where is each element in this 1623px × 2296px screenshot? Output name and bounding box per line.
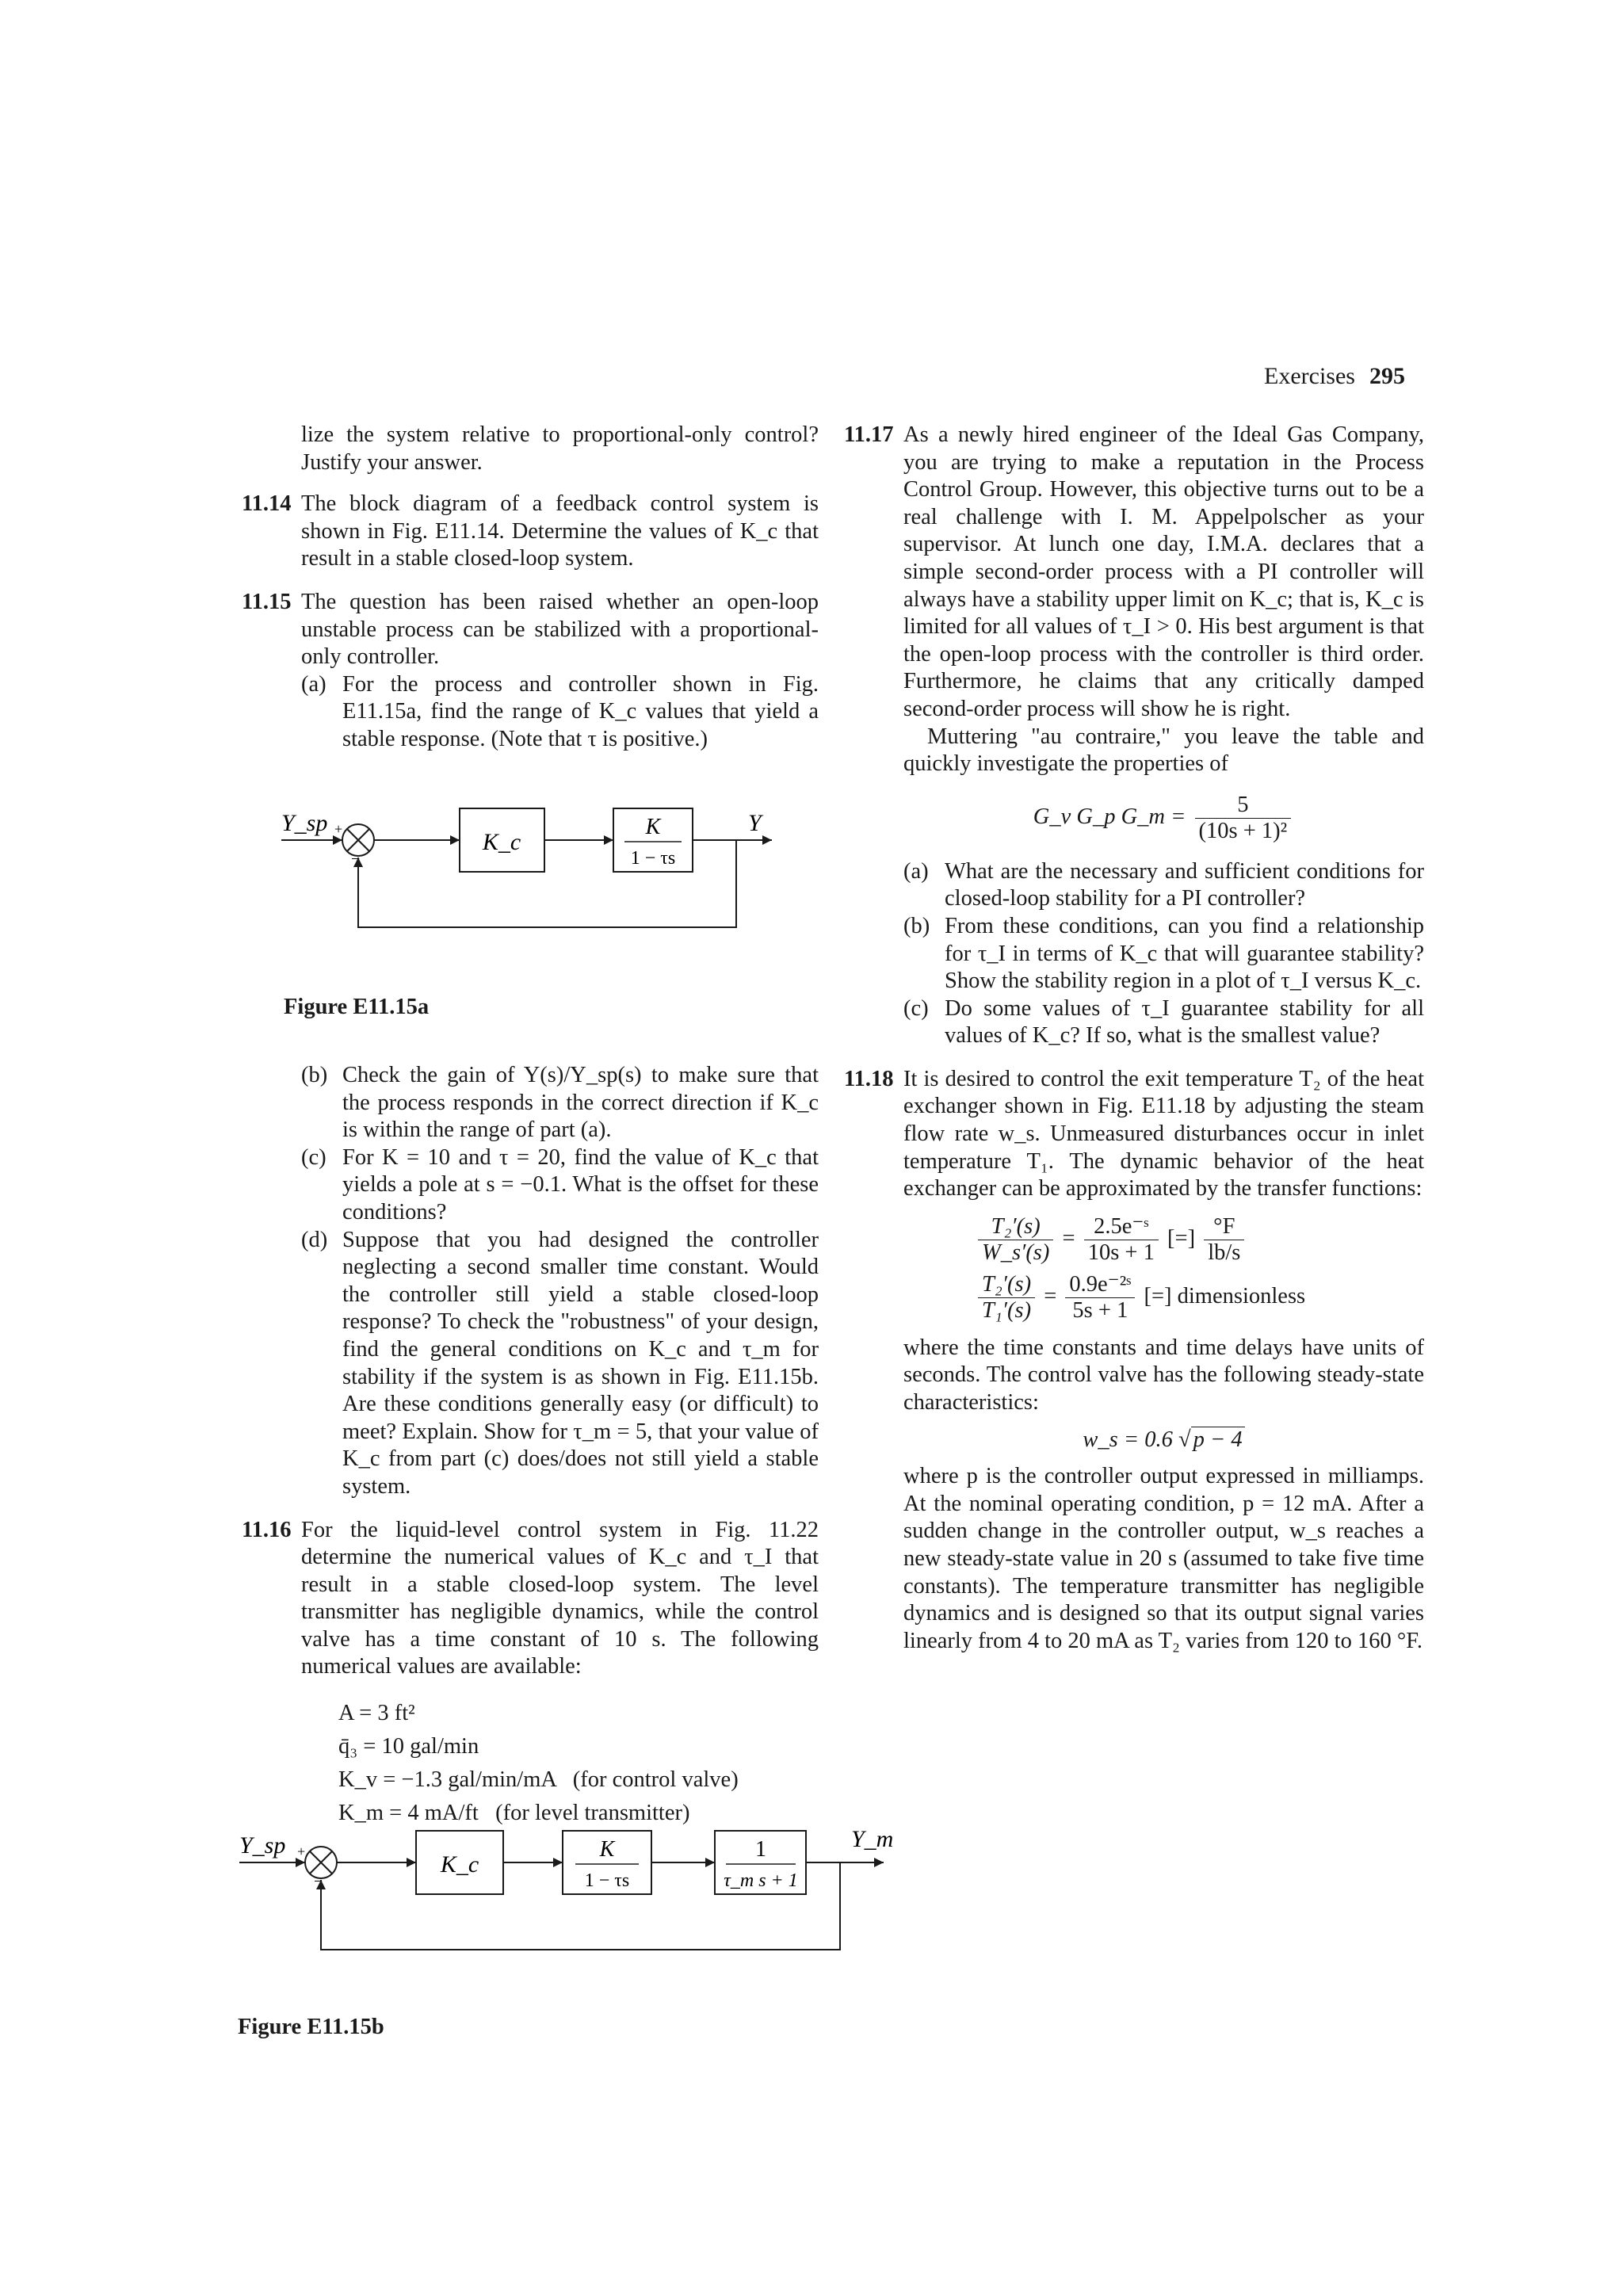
transfer-function-equation xyxy=(903,793,1424,844)
figure-e11-15b xyxy=(222,1815,903,2005)
transfer-functions xyxy=(903,1214,1424,1324)
controller-gain: K_c xyxy=(440,1851,479,1878)
exercise-11-18 xyxy=(844,1066,1424,1656)
exercise-text: The question has been raised whether an open-loop unstable process can be stabilized with a proportional-only controller. xyxy=(301,589,819,670)
exercise-text-continued: Muttering "au contraire," you leave the table and quickly investigate the properties of xyxy=(903,724,1424,777)
exercise-11-15 xyxy=(242,589,819,754)
tf2-lhs xyxy=(978,1272,1035,1324)
page-header xyxy=(1264,363,1405,390)
output-label: Y xyxy=(748,810,762,836)
exercise-part-a xyxy=(903,858,1424,913)
exercise-number: 11.15 xyxy=(242,589,292,614)
part-text: From these conditions, can you find a relationship for τ_I in terms of K_c that will guarantee stability? Show the stability region in a plot of τ_I versus K_c. xyxy=(945,913,1424,994)
exercise-number: 11.18 xyxy=(844,1066,894,1091)
process-denominator: 1 − τs xyxy=(630,848,676,869)
left-column-bottom xyxy=(242,1062,819,1841)
exercise-part-a xyxy=(301,671,819,754)
equation-lhs: G_v G_p G_m = xyxy=(1033,804,1186,829)
exercise-11-17 xyxy=(844,422,1424,1050)
equation-fraction xyxy=(1195,793,1292,844)
exercise-text-final: where p is the controller output expressed in milliamps. At the nominal operating condition, p = 12 mA. After a sudden change in the controller output, w_s reaches a new steady-state value in 20 s (assumed to take five time constants). The temperature transmitter has negligible dynamics and is designed so that its output signal varies linearly from 4 to 20 mA as T₂ varies from 120 to 160 °F. xyxy=(903,1464,1424,1653)
left-column-top xyxy=(242,422,819,754)
process-denominator: 1 − τs xyxy=(584,1870,630,1891)
sensor-denominator: τ_m s + 1 xyxy=(724,1870,798,1891)
exercise-11-16 xyxy=(242,1517,819,1682)
tf2-rhs-num: 0.9e⁻²ˢ xyxy=(1065,1272,1135,1298)
tf1-rhs xyxy=(1084,1214,1159,1266)
valve-equation-lhs: w_s = 0.6 xyxy=(1083,1427,1178,1452)
part-text: For the process and controller shown in Fig. E11.15a, find the range of K_c values that yield a stable response. (Note that τ is positive.) xyxy=(342,671,819,751)
tf2-rhs-den: 5s + 1 xyxy=(1072,1297,1128,1323)
value-transmitter-gain: K_m = 4 mA/ft (for level transmitter) xyxy=(338,1801,690,1826)
part-text: What are the necessary and sufficient conditions for closed-loop stability for a PI controller? xyxy=(945,858,1424,911)
controller-gain: K_c xyxy=(482,829,521,855)
exercise-text-continued: where the time constants and time delays have units of seconds. The control valve has the following steady-state characteristics: xyxy=(903,1335,1424,1415)
part-label: (b) xyxy=(903,913,930,938)
exercise-text: For the liquid-level control system in Fig. 11.22 determine the numerical values of K_c and τ_I that result in a stable closed-loop system. The level transmitter has negligible dynamics, while the control valve has a time constant of 10 s. The following numerical values are available: xyxy=(301,1517,819,1679)
tf1-lhs-den: W_s′(s) xyxy=(982,1240,1050,1265)
tf2-unit: [=] dimensionless xyxy=(1144,1283,1306,1308)
tf1-lhs xyxy=(978,1214,1053,1266)
page-number: 295 xyxy=(1369,363,1405,389)
transfer-function-1 xyxy=(975,1214,1424,1266)
right-column xyxy=(844,422,1424,1671)
part-text: For K = 10 and τ = 20, find the value of K_c that yields a pole at s = −0.1. What is the offset for these conditions? xyxy=(342,1144,819,1224)
part-text: Check the gain of Y(s)/Y_sp(s) to make sure that the process responds in the correct direction if K_c is within the range of part (a). xyxy=(342,1063,819,1143)
plus-sign: + xyxy=(297,1843,306,1859)
exercise-number: 11.16 xyxy=(242,1517,292,1542)
exercise-11-13-continued: lize the system relative to proportional-only control? Justify your answer. xyxy=(301,422,819,475)
exercise-text: The block diagram of a feedback control system is shown in Fig. E11.14. Determine the values of K_c that result in a stable closed-loop system. xyxy=(301,491,819,571)
exercise-11-15-parts xyxy=(242,1062,819,1501)
part-label: (a) xyxy=(903,858,929,884)
exercise-text: As a newly hired engineer of the Ideal Gas Company, you are trying to make a reputation in the Process Control Group. However, this objective turns out to be a real challenge with I. M. Appelpolscher as your supervisor. At lunch one day, I.M.A. declares that a simple second-order process with a PI controller will always have a stability upper limit on K_c; that is, K_c is limited for all values of τ_I > 0. His best argument is that the open-loop process with the controller is third order. Furthermore, he claims that any critically damped second-order process will show he is right. xyxy=(903,422,1424,721)
header-title: Exercises xyxy=(1264,363,1355,389)
equals-sign: = xyxy=(1062,1225,1075,1251)
process-numerator: K xyxy=(599,1837,615,1862)
value-area: A = 3 ft² xyxy=(338,1701,415,1726)
valve-equation-radicand: p − 4 xyxy=(1191,1427,1245,1452)
exercise-part-c xyxy=(903,995,1424,1050)
process-numerator: K xyxy=(645,815,661,839)
sqrt-symbol: √ xyxy=(1178,1427,1191,1452)
tf1-rhs-den: 10s + 1 xyxy=(1087,1240,1155,1265)
exercise-part-b xyxy=(301,1062,819,1144)
equation-numerator: 5 xyxy=(1195,793,1292,819)
feedback-path xyxy=(358,840,736,927)
exercise-part-d xyxy=(301,1227,819,1501)
minus-sign: − xyxy=(351,850,361,868)
exercise-text: It is desired to control the exit temperature T₂ of the heat exchanger shown in Fig. E11.18 by adjusting the steam flow rate w_s. Unmeasured disturbances occur in inlet temperature T₁. The dynamic behavior of the heat exchanger can be approximated by the transfer functions: xyxy=(903,1066,1424,1201)
figure-e11-15a xyxy=(269,793,792,983)
input-label: Y_sp xyxy=(239,1832,286,1859)
figure-e11-15b-caption: Figure E11.15b xyxy=(238,2015,384,2039)
tf1-rhs-num: 2.5e⁻ˢ xyxy=(1084,1214,1159,1240)
part-label: (b) xyxy=(301,1063,328,1087)
sensor-numerator: 1 xyxy=(755,1837,766,1862)
equation-denominator: (10s + 1)² xyxy=(1198,818,1288,843)
tf1-unit-symbol: [=] xyxy=(1167,1225,1196,1251)
tf1-unit-den: lb/s xyxy=(1208,1240,1241,1265)
part-text: Do some values of τ_I guarantee stability for all values of K_c? If so, what is the smallest value? xyxy=(945,995,1424,1049)
input-label: Y_sp xyxy=(281,810,328,836)
tf2-lhs-num: T₂′(s) xyxy=(978,1272,1035,1298)
value-valve-gain: K_v = −1.3 gal/min/mA (for control valve) xyxy=(338,1767,739,1793)
plus-sign: + xyxy=(334,821,343,837)
minus-sign: − xyxy=(314,1873,323,1890)
exercise-part-b xyxy=(903,913,1424,995)
exercise-number: 11.14 xyxy=(242,491,292,517)
tf2-rhs xyxy=(1065,1272,1135,1324)
transfer-function-2 xyxy=(975,1272,1424,1324)
part-label: (c) xyxy=(903,995,929,1021)
exercise-number: 11.17 xyxy=(844,422,894,447)
value-flow: q̄₃ = 10 gal/min xyxy=(338,1734,479,1759)
valve-equation xyxy=(903,1427,1424,1454)
part-label: (a) xyxy=(301,671,327,697)
output-label: Y_m xyxy=(851,1826,894,1852)
tf1-unit-num: °F xyxy=(1204,1214,1244,1240)
equals-sign: = xyxy=(1044,1283,1057,1308)
tf1-lhs-num: T₂′(s) xyxy=(978,1214,1053,1240)
part-label: (d) xyxy=(301,1227,328,1252)
tf2-lhs-den: T₁′(s) xyxy=(982,1297,1032,1323)
part-label: (c) xyxy=(301,1144,327,1170)
part-text: Suppose that you had designed the controller neglecting a second smaller time constant. Would the controller still yield a stable closed-loop response? To check the "robustness" of your design, find the general conditions on K_c and τ_m for stability if the system is as shown in Fig. E11.15b. Are these conditions generally easy (or difficult) to meet? Explain. Show for τ_m = 5, that your value of K_c from part (c) does/does not still yield a stable system. xyxy=(342,1227,819,1499)
exercise-11-16-values xyxy=(242,1697,819,1830)
exercise-11-14 xyxy=(242,491,819,573)
tf1-unit xyxy=(1204,1214,1244,1266)
figure-e11-15a-caption: Figure E11.15a xyxy=(284,995,430,1019)
exercise-part-c xyxy=(301,1144,819,1227)
